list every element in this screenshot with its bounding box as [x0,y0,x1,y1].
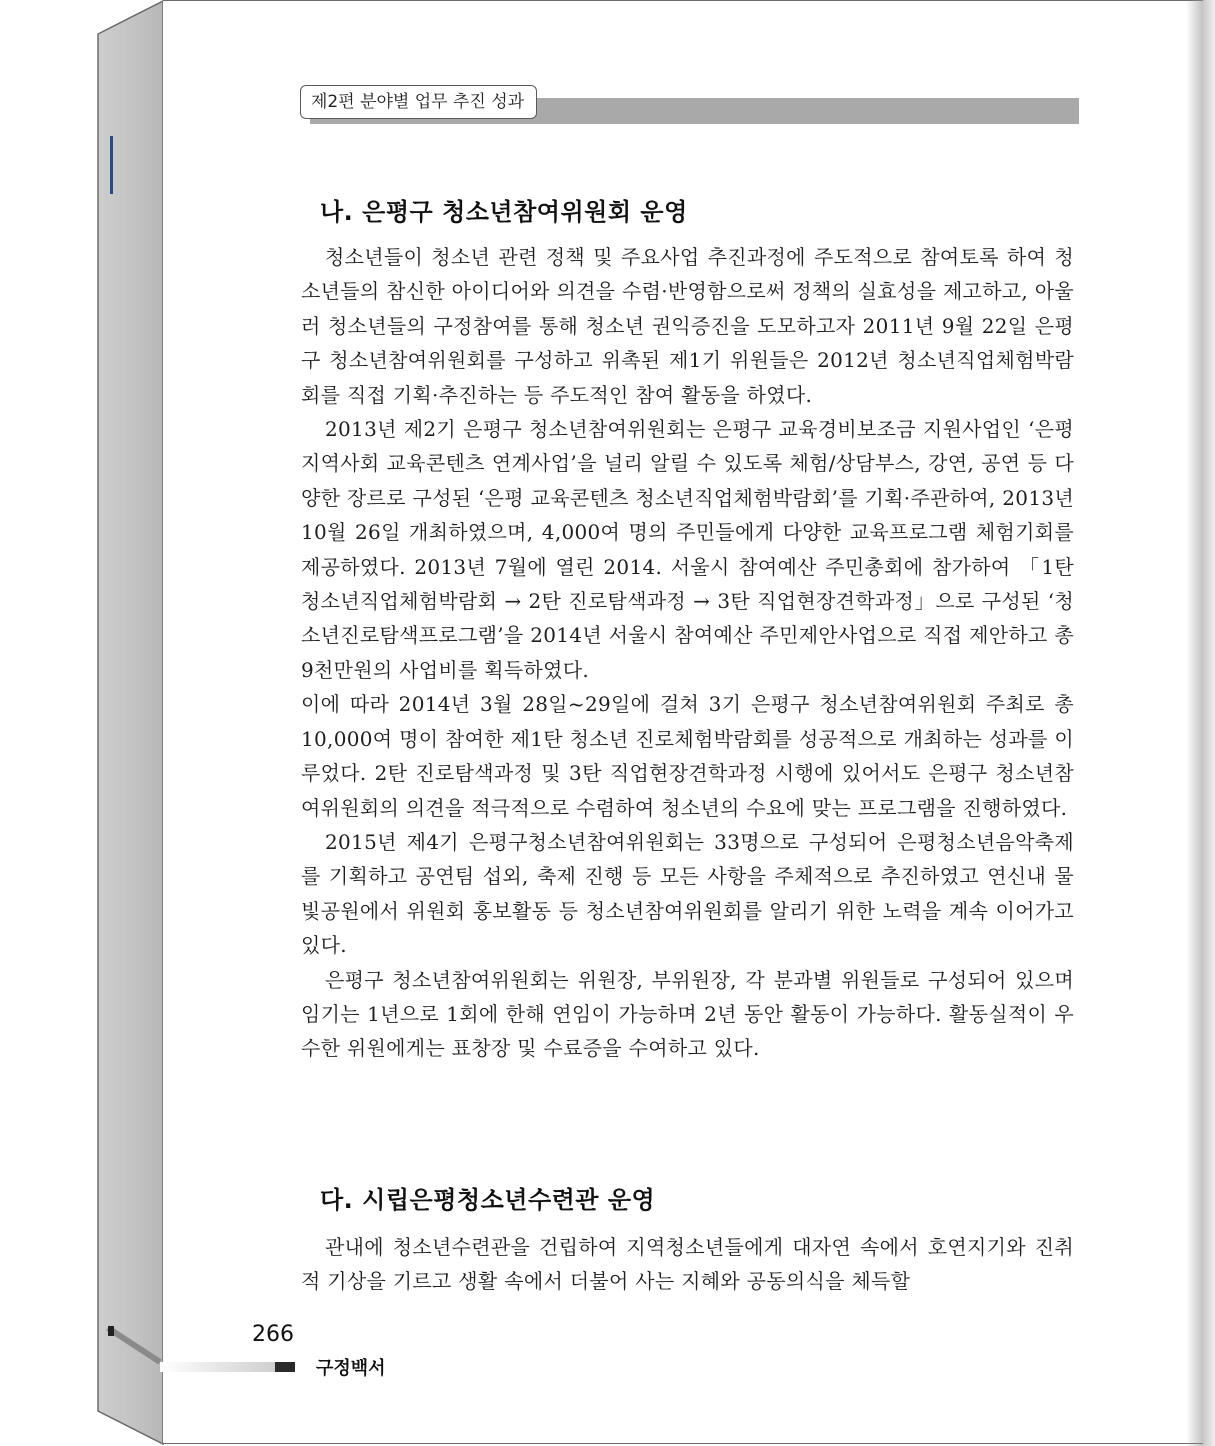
book-title: 구정백서 [316,1358,386,1379]
section-body-youth-center [301,1230,1074,1299]
page-edge-shadow [1186,0,1215,1446]
book-spine [0,0,170,1446]
paragraph: 이에 따라 2014년 3월 28일~29일에 걸쳐 3기 은평구 청소년참여위원회 주최로 총 10,000여 명이 참여한 제1탄 청소년 진로체험박람회를 성공적으로 개최하는 성과를 이루었다. 2탄 진로탐색과정 및 3탄 직업현장견학과정 시행에 있어서도 은평구 청소년참여위원회의 의견을 적극적으로 수렴하여 청소년의 수요에 맞는 프로그램을 진행하였다. [301,692,1074,820]
footer-marker [275,1362,295,1372]
paragraph: 관내에 청소년수련관을 건립하여 지역청소년들에게 대자연 속에서 호연지기와 진취적 기상을 기르고 생활 속에서 더불어 사는 지혜와 공동의식을 체득할 [301,1235,1074,1294]
paragraph: 2013년 제2기 은평구 청소년참여위원회는 은평구 교육경비보조금 지원사업인 ‘은평 지역사회 교육콘텐츠 연계사업’을 널리 알릴 수 있도록 체험/상담부스, 강연, 공연 등 다양한 장르로 구성된 ‘은평 교육콘텐츠 청소년직업체험박람회’를 기획·주관하여, 2013년 10월 26일 개최하였으며, 4,000여 명의 주민들에게 다양한 교육프로그램 체험기회를 제공하였다. 2013년 7월에 열린 2014. 서울시 참여예산 주민총회에 참가하여 「1탄 청소년직업체험박람회 → 2탄 진로탐색과정 → 3탄 직업현장견학과정」으로 구성된 ‘청소년진로탐색프로그램’을 2014년 서울시 참여예산 주민제안사업으로 직접 제안하고 총 9천만원의 사업비를 획득하였다. [301,417,1074,682]
footer-rule [160,1362,275,1372]
section-heading-youth-center: 다. 시립은평청소년수련관 운영 [320,1186,656,1214]
page-number: 266 [252,1322,294,1347]
paragraph: 은평구 청소년참여위원회는 위원장, 부위원장, 각 분과별 위원들로 구성되어 있으며 임기는 1년으로 1회에 한해 연임이 가능하며 2년 동안 활동이 가능하다. 활동실적이 우수한 위원에게는 표창장 및 수료증을 수여하고 있다. [301,967,1074,1061]
paragraph: 2015년 제4기 은평구청소년참여위원회는 33명으로 구성되어 은평청소년음악축제를 기획하고 공연팀 섭외, 축제 진행 등 모든 사항을 주체적으로 추진하였고 연신내 물빛공원에서 위원회 홍보활동 등 청소년참여위원회를 알리기 위한 노력을 계속 이어가고 있다. [301,829,1074,958]
section-heading-youth-committee: 나. 은평구 청소년참여위원회 운영 [320,198,688,226]
section-label: 제2편 분야별 업무 추진 성과 [300,85,537,119]
paragraph: 청소년들이 청소년 관련 정책 및 주요사업 추진과정에 주도적으로 참여토록 하여 청소년들의 참신한 아이디어와 의견을 수렴·반영함으로써 정책의 실효성을 제고하고, 아울러 청소년들의 구정참여를 통해 청소년 권익증진을 도모하고자 2011년 9월 22일 은평구 청소년참여위원회를 구성하고 위촉된 제1기 위원들은 2012년 청소년직업체험박람회를 직접 기획·추진하는 등 주도적인 참여 활동을 하였다. [301,245,1074,407]
section-body-youth-committee [301,240,1074,1066]
